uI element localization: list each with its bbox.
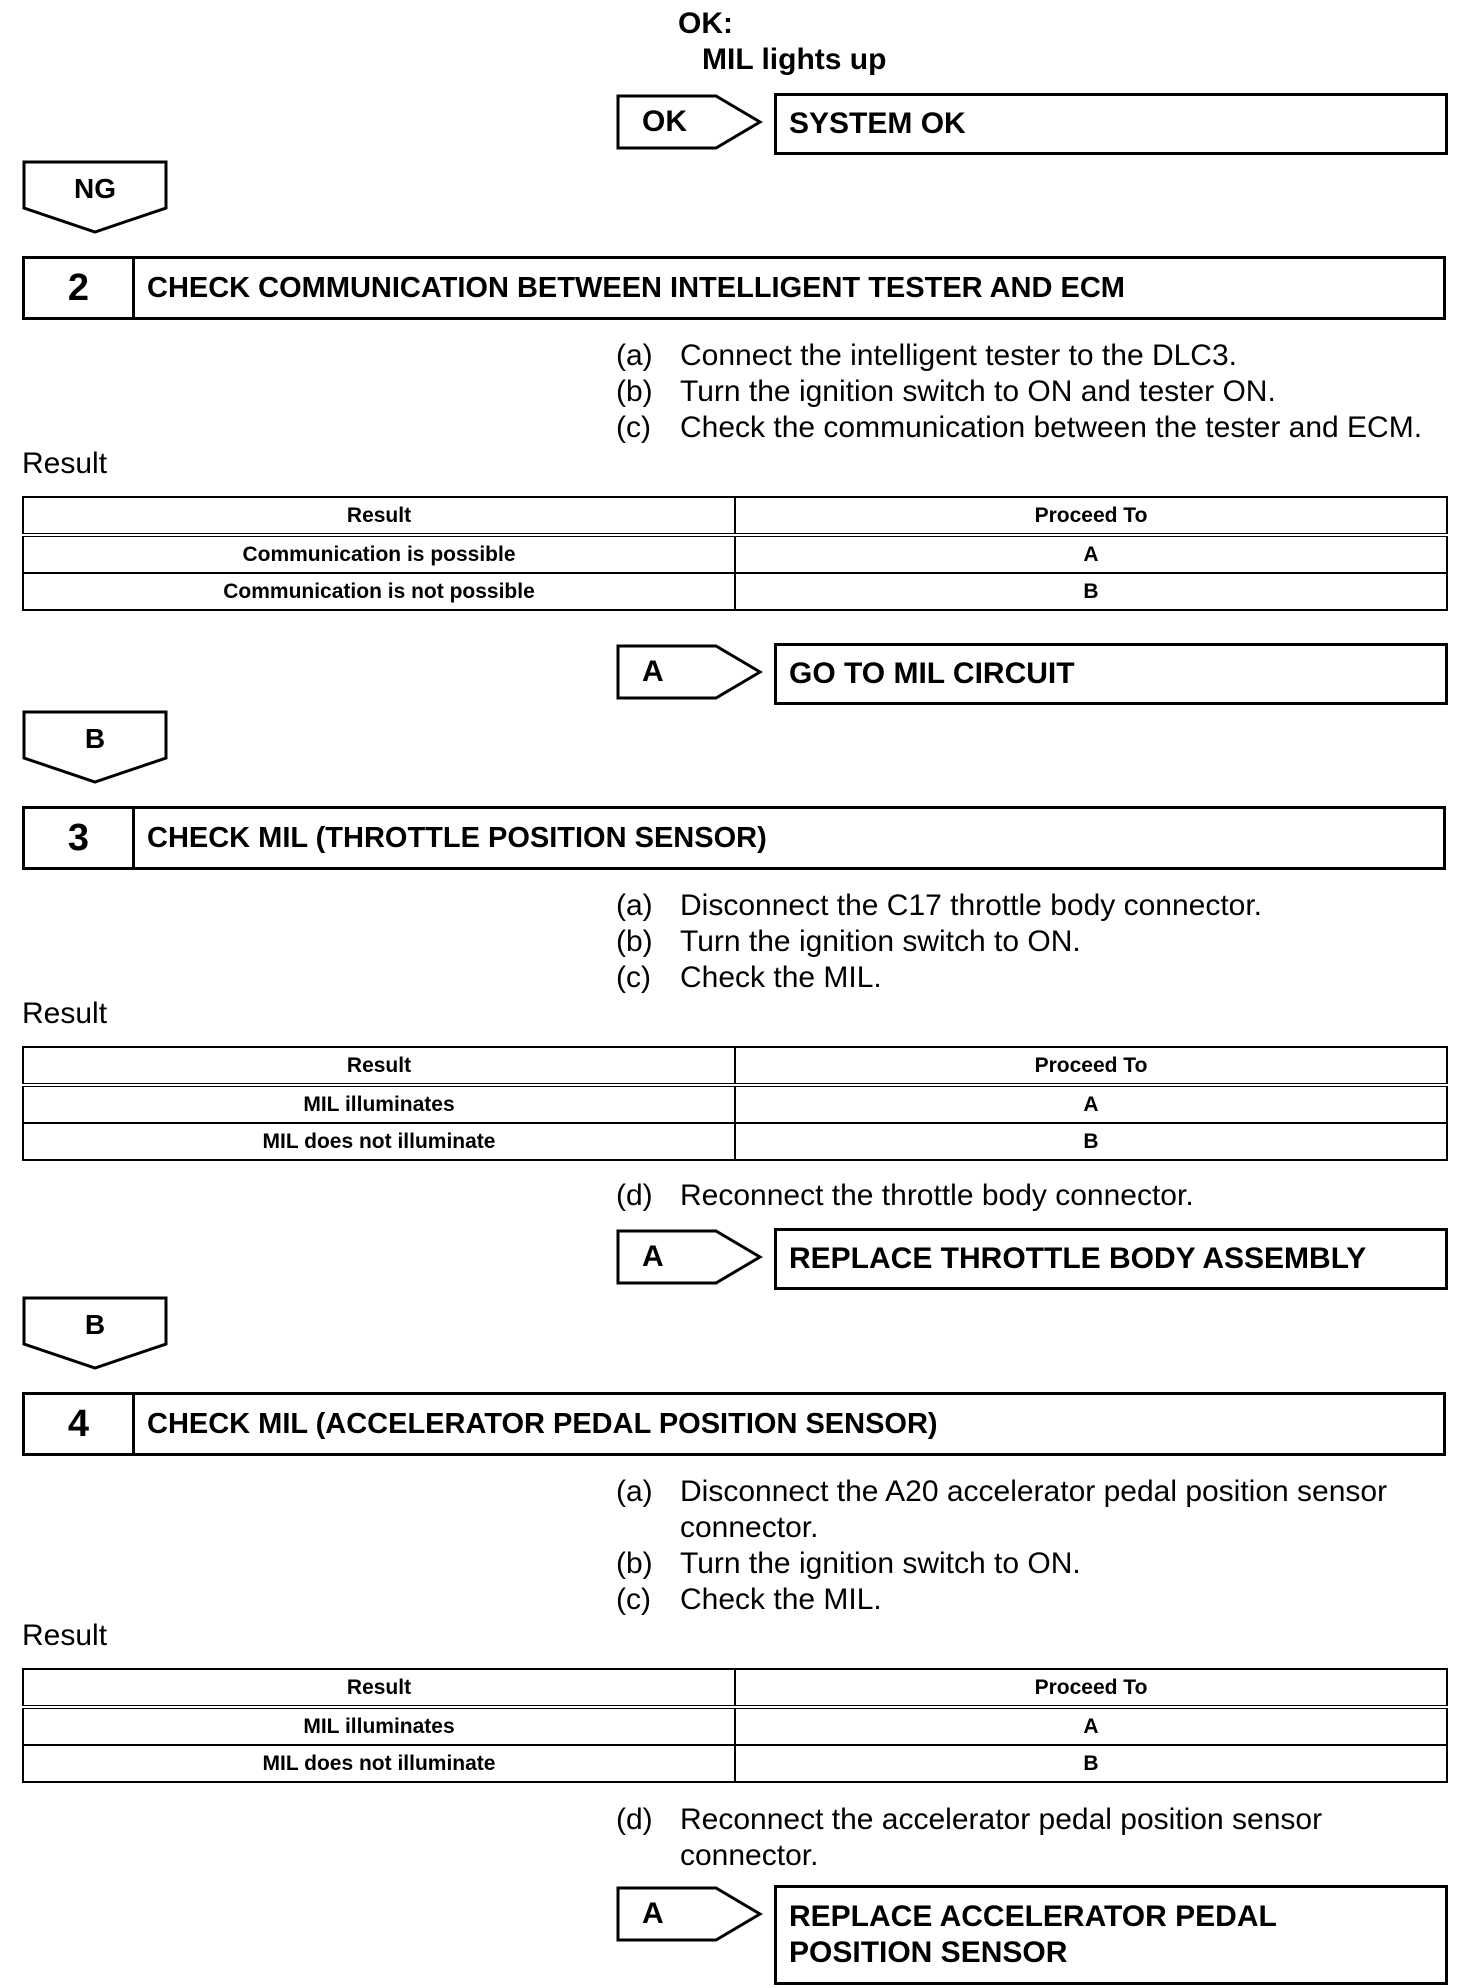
column-header: Result [23, 1669, 735, 1707]
result-heading: Result [22, 1619, 108, 1652]
step-3-header [22, 806, 1446, 870]
instruction-item [616, 410, 1422, 446]
step-number: 4 [25, 1395, 135, 1453]
instruction-text: Disconnect the C17 throttle body connector. [680, 889, 1263, 922]
step-3-instructions [616, 888, 1262, 996]
instruction-item [616, 1178, 1194, 1214]
column-header: Proceed To [735, 1047, 1447, 1085]
instruction-item [616, 338, 1422, 374]
instruction-text [680, 1802, 1322, 1874]
replace-accelerator-sensor-box [774, 1885, 1448, 1985]
result-heading: Result [22, 997, 108, 1030]
step-title: CHECK MIL (ACCELERATOR PEDAL POSITION SENSOR) [147, 1407, 938, 1440]
result-heading: Result [22, 447, 108, 480]
table-header-row [23, 1669, 1447, 1707]
instruction-text-line: connector. [680, 1839, 819, 1872]
ng-branch-text: NG [74, 173, 116, 204]
table-cell: Communication is not possible [23, 573, 735, 610]
instruction-text-line: Reconnect the accelerator pedal position sensor [680, 1803, 1323, 1836]
table-cell: A [735, 1707, 1447, 1745]
branch-b-label [22, 1296, 168, 1370]
column-header: Result [23, 1047, 735, 1085]
table-cell: MIL illuminates [23, 1707, 735, 1745]
column-header: Result [23, 497, 735, 535]
action-text-line: REPLACE ACCELERATOR PEDAL [789, 1900, 1277, 1933]
instruction-marker: (a) [616, 1475, 653, 1508]
instruction-text [680, 1474, 1387, 1546]
table-cell: MIL does not illuminate [23, 1123, 735, 1160]
step-4-header [22, 1392, 1446, 1456]
step-4-result-table [22, 1668, 1448, 1783]
instruction-text: Turn the ignition switch to ON. [680, 925, 1081, 958]
table-row [23, 573, 1447, 610]
table-row [23, 1085, 1447, 1123]
table-cell: A [735, 1085, 1447, 1123]
table-row [23, 1123, 1447, 1160]
instruction-item [616, 1474, 1387, 1546]
branch-b-text: B [84, 723, 106, 754]
instruction-marker: (c) [616, 1583, 651, 1616]
instruction-item [616, 888, 1262, 924]
ng-branch-label [22, 160, 168, 234]
branch-a-text: A [642, 655, 664, 688]
ok-criteria-detail: MIL lights up [702, 43, 887, 76]
table-cell: MIL does not illuminate [23, 1745, 735, 1782]
step-4-instructions [616, 1474, 1387, 1618]
branch-b-text: B [84, 1309, 106, 1340]
instruction-item [616, 1582, 1387, 1618]
instruction-marker: (b) [616, 925, 653, 958]
instruction-marker: (c) [616, 961, 651, 994]
step-2-header [22, 256, 1446, 320]
step-number: 2 [25, 259, 135, 317]
step-2-instructions [616, 338, 1422, 446]
instruction-text-line: Disconnect the A20 accelerator pedal position sensor [680, 1475, 1388, 1508]
instruction-item [616, 960, 1262, 996]
go-to-mil-circuit-box: GO TO MIL CIRCUIT [774, 643, 1448, 705]
instruction-marker: (a) [616, 339, 653, 372]
instruction-text: Turn the ignition switch to ON and tester ON. [680, 375, 1276, 408]
table-row [23, 1745, 1447, 1782]
table-row [23, 535, 1447, 573]
ok-arrow-label [616, 94, 764, 150]
table-cell: B [735, 1745, 1447, 1782]
step-3-result-table [22, 1046, 1448, 1161]
instruction-item [616, 374, 1422, 410]
table-cell: Communication is possible [23, 535, 735, 573]
instruction-text: Connect the intelligent tester to the DLC3. [680, 339, 1237, 372]
step-title: CHECK MIL (THROTTLE POSITION SENSOR) [147, 821, 767, 854]
action-text-line: POSITION SENSOR [789, 1936, 1068, 1969]
branch-a-arrow [616, 1886, 764, 1942]
step-title: CHECK COMMUNICATION BETWEEN INTELLIGENT TESTER AND ECM [147, 271, 1125, 304]
step-number: 3 [25, 809, 135, 867]
table-cell: B [735, 1123, 1447, 1160]
step-3-followup [616, 1178, 1194, 1214]
instruction-text: Reconnect the throttle body connector. [680, 1179, 1194, 1212]
column-header: Proceed To [735, 497, 1447, 535]
table-header-row [23, 1047, 1447, 1085]
branch-b-label [22, 710, 168, 784]
instruction-text: Turn the ignition switch to ON. [680, 1547, 1081, 1580]
table-cell: A [735, 535, 1447, 573]
step-2-result-table [22, 496, 1448, 611]
instruction-item [616, 924, 1262, 960]
table-row [23, 1707, 1447, 1745]
branch-a-arrow [616, 644, 764, 700]
instruction-marker: (d) [616, 1179, 653, 1212]
instruction-marker: (d) [616, 1803, 653, 1836]
branch-a-text: A [642, 1240, 664, 1273]
replace-throttle-body-box: REPLACE THROTTLE BODY ASSEMBLY [774, 1228, 1448, 1290]
branch-a-arrow [616, 1229, 764, 1285]
ok-criteria-label: OK: [678, 7, 733, 40]
table-header-row [23, 497, 1447, 535]
column-header: Proceed To [735, 1669, 1447, 1707]
table-cell: B [735, 573, 1447, 610]
instruction-text: Check the communication between the tester and ECM. [680, 411, 1423, 444]
instruction-item [616, 1546, 1387, 1582]
instruction-marker: (b) [616, 1547, 653, 1580]
table-cell: MIL illuminates [23, 1085, 735, 1123]
instruction-text-line: connector. [680, 1511, 819, 1544]
instruction-marker: (b) [616, 375, 653, 408]
instruction-item [616, 1802, 1322, 1874]
branch-a-text: A [642, 1897, 664, 1930]
instruction-text: Check the MIL. [680, 1583, 882, 1616]
action-text [789, 1899, 1277, 1971]
instruction-text: Check the MIL. [680, 961, 882, 994]
ok-arrow-text: OK [642, 105, 687, 138]
instruction-marker: (a) [616, 889, 653, 922]
step-4-followup [616, 1802, 1322, 1874]
instruction-marker: (c) [616, 411, 651, 444]
system-ok-box: SYSTEM OK [774, 93, 1448, 155]
